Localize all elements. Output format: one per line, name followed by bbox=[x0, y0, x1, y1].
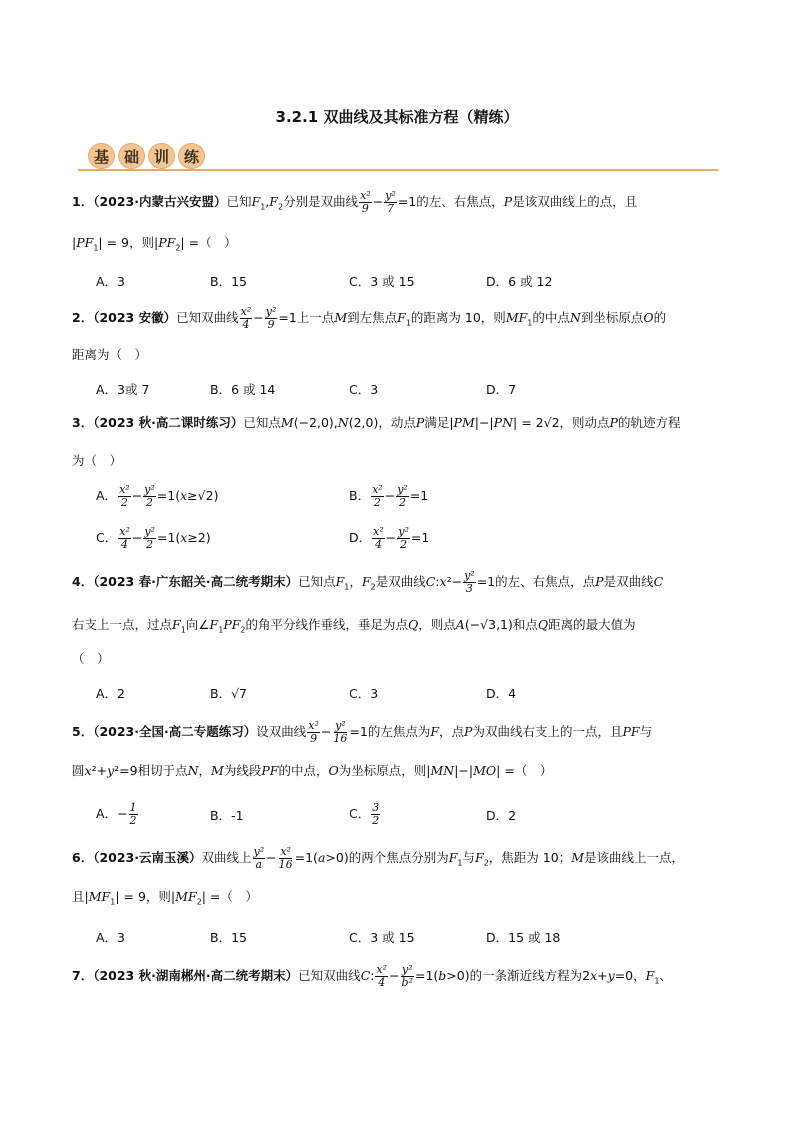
question-4: 4．（2023 春·广东韶关·高二统考期末）已知点$F_1$，$F_2$是双曲线C:x²− $\frac{\text{y²}}{3}$ =1的左、右焦点，点P是双曲线C bbox=[72, 569, 664, 595]
option-b[interactable]: B．15 bbox=[210, 930, 247, 945]
option-b[interactable]: B．√7 bbox=[210, 686, 247, 701]
question-2: 2．（2023 安徽）已知双曲线 $\frac{\text{x²}}{4}$ − $\frac{\text{y²}}{9}$ =1上一点M到左焦点$F_1$的距离为 10，则$MF_1$的中点N到坐标原点O的 bbox=[72, 305, 667, 331]
question-3: 3．（2023 秋·高二课时练习）已知点M(−2,0),N(2,0)，动点P满足|PM|−|PN| = 2√2，则动点P的轨迹方程 bbox=[72, 415, 681, 430]
option-c[interactable]: C．3 bbox=[349, 686, 379, 701]
question-3-line2: 为（ ） bbox=[72, 453, 123, 468]
banner-char: 础 bbox=[118, 143, 145, 169]
question-1: 1．（2023·内蒙古兴安盟）已知$F_1,F_2$分别是双曲线 $\frac{\text{x²}}{9}$ − $\frac{\text{y²}}{7}$ =1的左、右焦点，P是该双曲线上的点，且 bbox=[72, 189, 638, 215]
option-c[interactable]: C．3 或 15 bbox=[349, 930, 415, 945]
option-b[interactable]: B．6 或 14 bbox=[210, 382, 276, 397]
banner-char: 练 bbox=[178, 143, 205, 169]
question-6-line2: 且$|MF_1| = 9$，则$|MF_2|$ =（ ） bbox=[72, 889, 258, 907]
option-d[interactable]: D． $\frac{\text{x²}}{4}$ − $\frac{\text{y²}}{2}$ =1 bbox=[349, 525, 430, 551]
option-d[interactable]: D．2 bbox=[486, 808, 517, 823]
option-d[interactable]: D．7 bbox=[486, 382, 517, 397]
page-title: 3.2.1 双曲线及其标准方程（精练） bbox=[275, 108, 519, 126]
option-b[interactable]: B． $\frac{\text{x²}}{2}$ − $\frac{\text{y²}}{2}$ =1 bbox=[349, 483, 429, 509]
question-7: 7．（2023 秋·湖南郴州·高二统考期末）已知双曲线C: $\frac{\text{x²}}{4}$ − $\frac{\text{y²}}{\text{b²}}$ =1(b>0)的一条渐近线方程为2x+y=0，$F_1$、 bbox=[72, 963, 672, 989]
banner-char: 基 bbox=[88, 143, 115, 169]
section-banner bbox=[88, 143, 205, 169]
option-a[interactable]: A．− $\frac{1}{2}$ bbox=[96, 801, 137, 827]
option-d[interactable]: D．4 bbox=[486, 686, 517, 701]
option-c[interactable]: C． $\frac{\text{x²}}{4}$ − $\frac{\text{y²}}{2}$ =1(x≥2) bbox=[96, 525, 211, 551]
option-c[interactable]: C． $\frac{3}{2}$ bbox=[349, 801, 380, 827]
option-a[interactable]: A．3 bbox=[96, 274, 126, 289]
question-4-line3: （ ） bbox=[72, 651, 110, 666]
option-d[interactable]: D．15 或 18 bbox=[486, 930, 561, 945]
option-d[interactable]: D．6 或 12 bbox=[486, 274, 553, 289]
question-4-line2: 右支上一点，过点$F_1$向$\angle F_1PF_2$的角平分线作垂线，垂足为点Q，则点A(−√3,1)和点Q距离的最大值为 bbox=[72, 617, 636, 635]
option-a[interactable]: A． $\frac{\text{x²}}{2}$ − $\frac{\text{y²}}{2}$ =1(x≥√2) bbox=[96, 483, 219, 509]
question-1-line2: $|PF_1| = 9$，则$|PF_2|$ =（ ） bbox=[72, 235, 237, 253]
question-2-line2: 距离为（ ） bbox=[72, 347, 148, 362]
banner-divider bbox=[78, 169, 718, 171]
option-b[interactable]: B．15 bbox=[210, 274, 247, 289]
option-a[interactable]: A．3 bbox=[96, 930, 126, 945]
option-a[interactable]: A．3或 7 bbox=[96, 382, 150, 397]
option-c[interactable]: C．3 或 15 bbox=[349, 274, 415, 289]
question-5-line2: 圆x²+y²=9相切于点N，M为线段PF的中点，O为坐标原点，则|MN|−|MO| =（ ） bbox=[72, 763, 553, 778]
option-c[interactable]: C．3 bbox=[349, 382, 379, 397]
banner-char: 训 bbox=[148, 143, 175, 169]
question-6: 6．（2023·云南玉溪）双曲线上 $\frac{\text{y²}}{a}$ − $\frac{\text{x²}}{16}$ =1(a>0)的两个焦点分别为$F_1$与$F_2$，焦距为 10；M是该曲线上一点， bbox=[72, 845, 685, 871]
option-a[interactable]: A．2 bbox=[96, 686, 126, 701]
question-5: 5．（2023·全国·高二专题练习）设双曲线 $\frac{\text{x²}}{9}$ − $\frac{\text{y²}}{16}$ =1的左焦点为F，点P为双曲线右支上的一点，且PF与 bbox=[72, 719, 653, 745]
option-b[interactable]: B．-1 bbox=[210, 808, 244, 823]
